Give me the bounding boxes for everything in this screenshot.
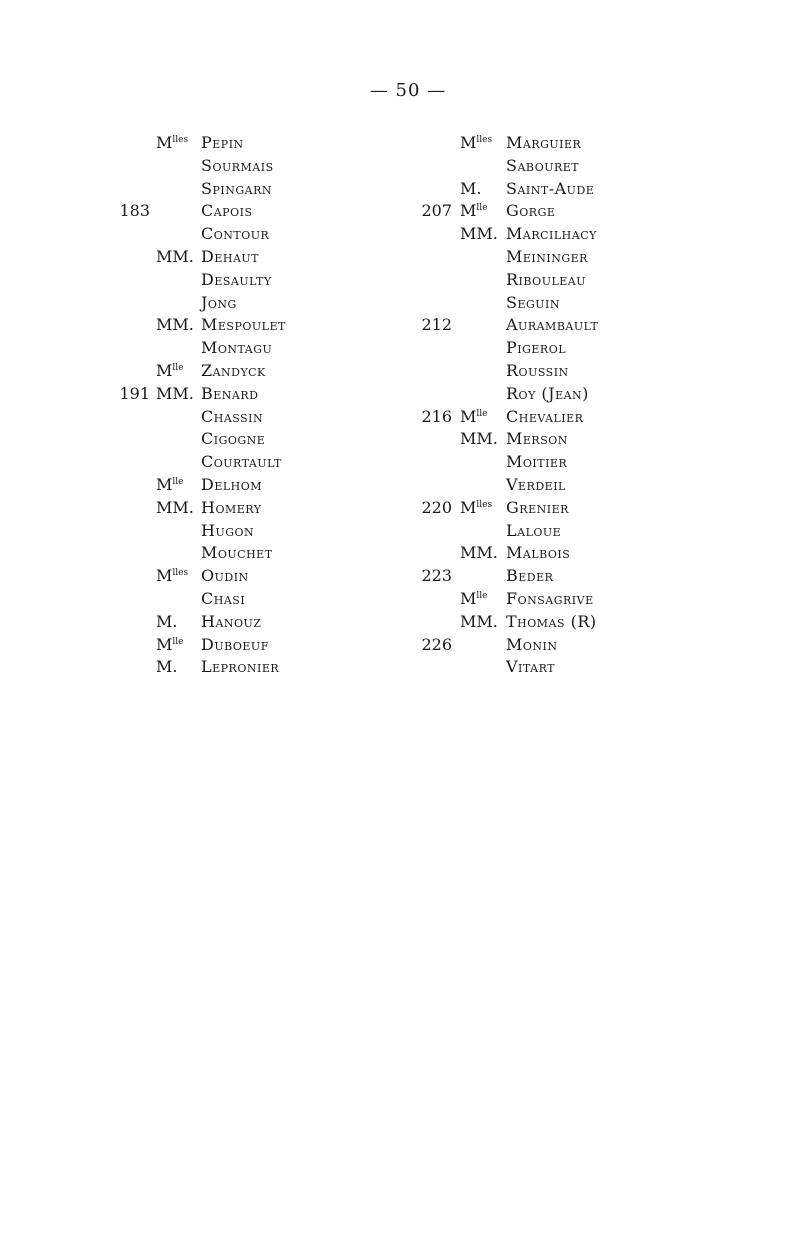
person-name: Roussin [506,360,569,380]
person-name: Jong [201,292,237,312]
entry-number: 207 [421,201,452,221]
honorific-base: MM. [460,224,498,244]
honorific [156,360,202,383]
honorific [460,223,506,246]
honorific [156,565,202,588]
honorific [156,132,202,155]
person-name: Verdeil [506,474,566,494]
person-name: Benard [201,383,259,403]
honorific-base: M [460,588,477,608]
honorific-base: MM. [460,429,498,449]
person-name: Montagu [201,338,273,358]
honorific-base: M. [156,611,178,631]
person-name: Thomas (R) [506,611,597,631]
honorific-base: M [156,566,173,586]
honorific [156,314,202,337]
person-name: Vitart [506,657,556,677]
honorific [156,656,202,679]
honorific-superscript: lle [172,362,184,373]
honorific-base: M. [460,178,482,198]
person-name: Monin [506,634,558,654]
person-name: Zandyck [201,360,266,380]
person-name: Saint-Aude [506,178,595,198]
honorific-base: M. [156,657,178,677]
honorific [460,542,506,565]
person-name: Pepin [201,133,244,152]
person-name: Delhom [201,474,263,494]
person-name: Meininger [506,246,588,266]
person-name: Aurambault [506,315,599,335]
person-name: Chasi [201,588,246,608]
entry-number: 212 [421,315,452,335]
person-name: Grenier [506,497,569,517]
entry-number: 191 [119,383,150,403]
person-name: Pigerol [506,338,567,358]
person-name: Hugon [201,520,255,540]
honorific [156,634,202,657]
person-name: Seguin [506,292,561,312]
person-name: Gorge [506,201,556,221]
person-name: Hanouz [201,611,262,631]
entry-number: 216 [421,406,452,426]
honorific-superscript: lle [476,203,488,214]
person-name: Laloue [506,520,562,540]
honorific-base: MM. [156,246,194,266]
honorific-base: M [460,406,477,426]
honorific-superscript: lle [476,408,488,419]
person-name: Oudin [201,566,249,586]
honorific-superscript: lle [172,636,184,647]
honorific-base: M [460,201,477,221]
honorific-superscript: lles [172,568,189,579]
person-name: Duboeuf [201,634,269,654]
person-name: Chevalier [506,406,584,426]
honorific-superscript: lles [476,499,493,510]
honorific-superscript: lle [172,476,184,487]
person-name: Marguier [506,133,582,152]
honorific [460,428,506,451]
person-name: Sabouret [506,155,580,175]
person-name: Spingarn [201,178,272,198]
person-name: Fonsagrive [506,588,594,608]
person-name: Malbois [506,543,571,563]
person-name: Chassin [201,406,264,426]
person-name: Moitier [506,452,568,472]
honorific [460,200,506,223]
honorific-base: MM. [156,383,194,403]
person-name: Ribouleau [506,269,587,289]
honorific-superscript: lles [172,135,189,145]
honorific [156,497,202,520]
person-name: Marcilhacy [506,224,597,244]
person-name: Sourmais [201,155,274,175]
honorific-base: M [156,133,173,152]
entry-number: 226 [421,634,452,654]
honorific-base: M [460,497,477,517]
honorific [460,132,506,155]
honorific [156,474,202,497]
person-name: Desaulty [201,269,272,289]
honorific [460,611,506,634]
honorific-base: M [156,474,173,494]
honorific [156,246,202,269]
honorific [460,588,506,611]
page-number: — 50 — [369,80,447,101]
person-name: Capois [201,201,253,221]
person-name: Merson [506,429,568,449]
honorific-superscript: lle [476,590,488,601]
honorific-base: M [156,360,173,380]
person-name: Cigogne [201,429,266,449]
honorific [156,611,202,634]
person-name: Courtault [201,452,282,472]
honorific-base: M [156,634,173,654]
honorific [460,406,506,429]
entry-number: 183 [119,201,150,221]
person-name: Homery [201,497,262,517]
person-name: Beder [506,566,554,586]
person-name: Roy (Jean) [506,383,589,403]
person-name: Contour [201,224,270,244]
honorific-base: MM. [460,611,498,631]
honorific-base: MM. [156,315,194,335]
honorific-superscript: lles [476,135,493,145]
entry-number: 223 [421,566,452,586]
entry-number: 220 [421,497,452,517]
person-name: Lepronier [201,657,280,677]
honorific [460,497,506,520]
honorific-base: M [460,133,477,152]
honorific [156,383,202,406]
person-name: Mespoulet [201,315,286,335]
person-name: Mouchet [201,543,273,563]
honorific-base: MM. [460,543,498,563]
honorific [460,178,506,201]
person-name: Dehaut [201,246,260,266]
honorific-base: MM. [156,497,194,517]
